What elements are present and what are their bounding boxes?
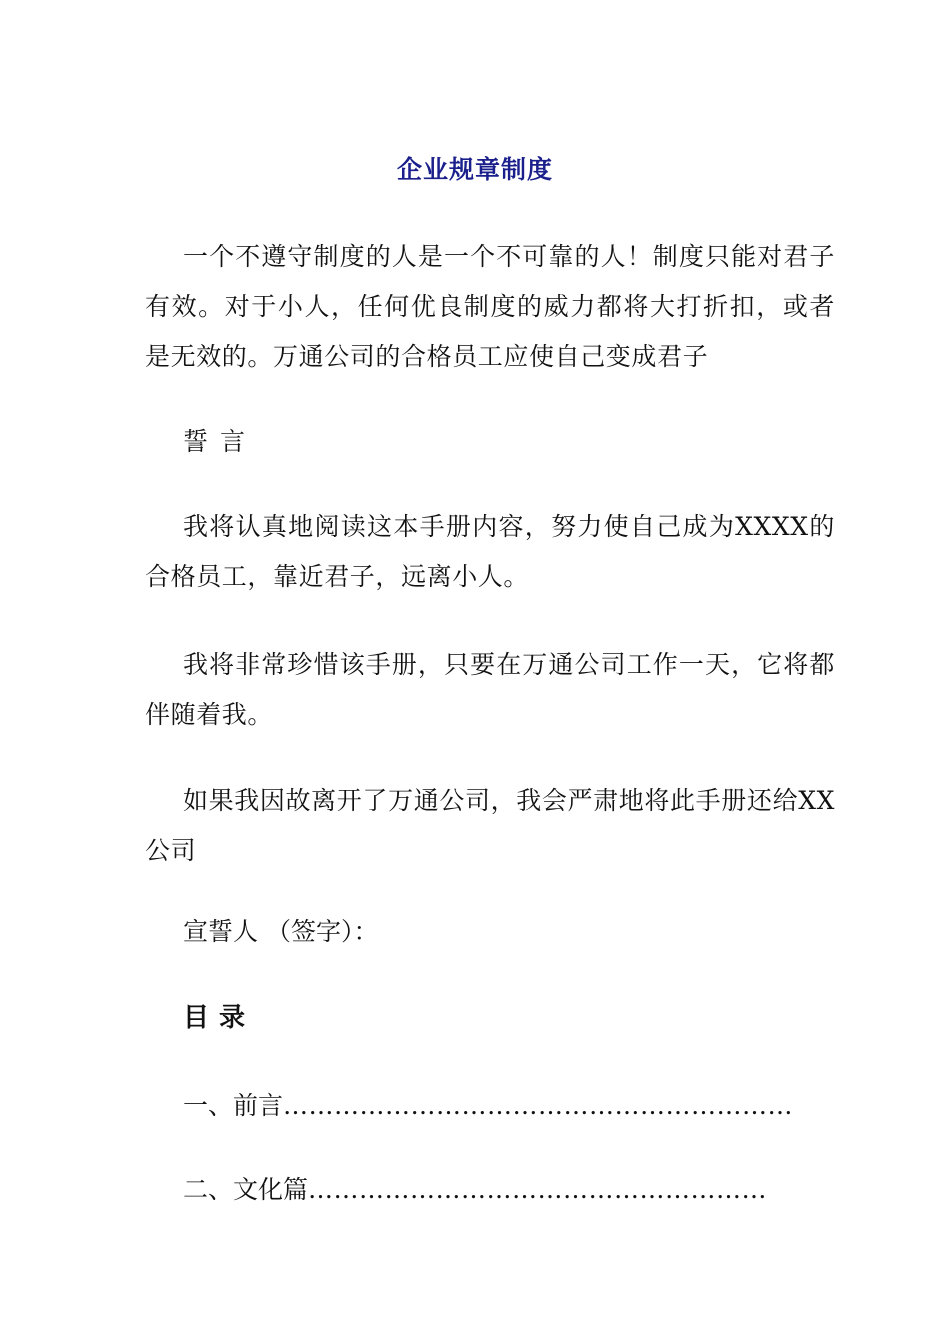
toc-item-label: 二、文化篇 [183,1175,309,1204]
toc-heading: 目录 [183,1003,256,1033]
toc-leader-dots: ……………………………………………… [308,1175,768,1204]
document-title: 企业规章制度 [396,155,553,184]
toc-leader-dots: …………………………………………………… [283,1091,794,1120]
oath-heading: 誓 言 [183,427,247,456]
toc-item-label: 一、前言 [183,1091,284,1120]
oath-paragraph-2: 我将非常珍惜该手册，只要在万通公司工作一天，它将都伴随着我。 [145,650,835,729]
oath-paragraph-1: 我将认真地阅读这本手册内容，努力使自己成为XXXX的合格员工，靠近君子，远离小人。 [145,512,835,591]
toc-item[interactable] [183,1086,795,1126]
intro-paragraph: 一个不遵守制度的人是一个不可靠的人！制度只能对君子有效。对于小人，任何优良制度的威力都将大打折扣，或者是无效的。万通公司的合格员工应使自己变成君子 [145,242,835,371]
oath-paragraph-3: 如果我因故离开了万通公司，我会严肃地将此手册还给XX公司 [145,786,835,865]
toc-item[interactable] [183,1170,795,1210]
signature-line: 宣誓人 （签字）： [183,917,379,946]
